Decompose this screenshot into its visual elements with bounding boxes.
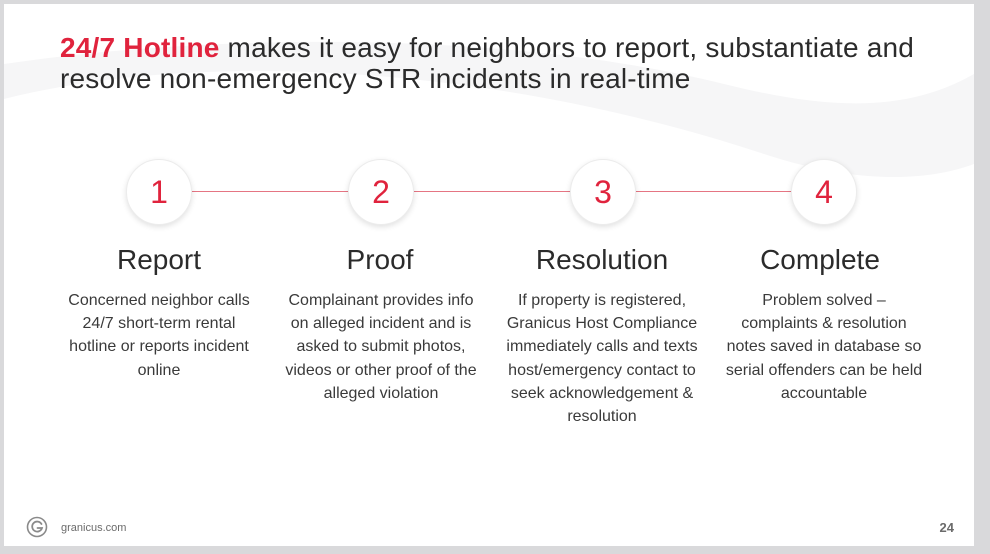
slide (4, 4, 974, 546)
step-2-title: Proof (346, 244, 414, 275)
granicus-logo-icon (26, 516, 48, 538)
title-rest: makes it easy for neighbors to report, substantiate and resolve non-emergency STR incidents in real-time (60, 32, 915, 94)
footer-url: granicus.com (61, 522, 127, 534)
connector-line-1-2 (192, 191, 350, 192)
connector-line-2-3 (414, 191, 572, 192)
step-4-title: Complete (760, 244, 880, 275)
page-number: 24 (939, 520, 954, 535)
step-3-title: Resolution (535, 244, 669, 275)
step-2-description: Complainant provides info on alleged incident and is asked to submit photos, videos or other proof of the alleged violation (285, 292, 477, 402)
step-4-number-circle: 4 (791, 159, 857, 225)
title-highlight: 24/7 Hotline (60, 32, 220, 63)
step-2-number-circle: 2 (348, 159, 414, 225)
connector-line-3-4 (636, 191, 792, 192)
slide-title (60, 32, 950, 94)
step-1-number-circle: 1 (126, 159, 192, 225)
step-3-description: If property is registered, Granicus Host Compliance immediately calls and texts host/emergency contact to seek acknowledgement & resolution (506, 292, 698, 426)
step-3-number-circle: 3 (570, 159, 636, 225)
step-1-description: Concerned neighbor calls 24/7 short-term rental hotline or reports incident online (68, 292, 250, 379)
step-1-title: Report (116, 244, 202, 275)
step-4-description: Problem solved – complaints & resolution notes saved in database so serial offenders can be held accountable (725, 292, 923, 402)
